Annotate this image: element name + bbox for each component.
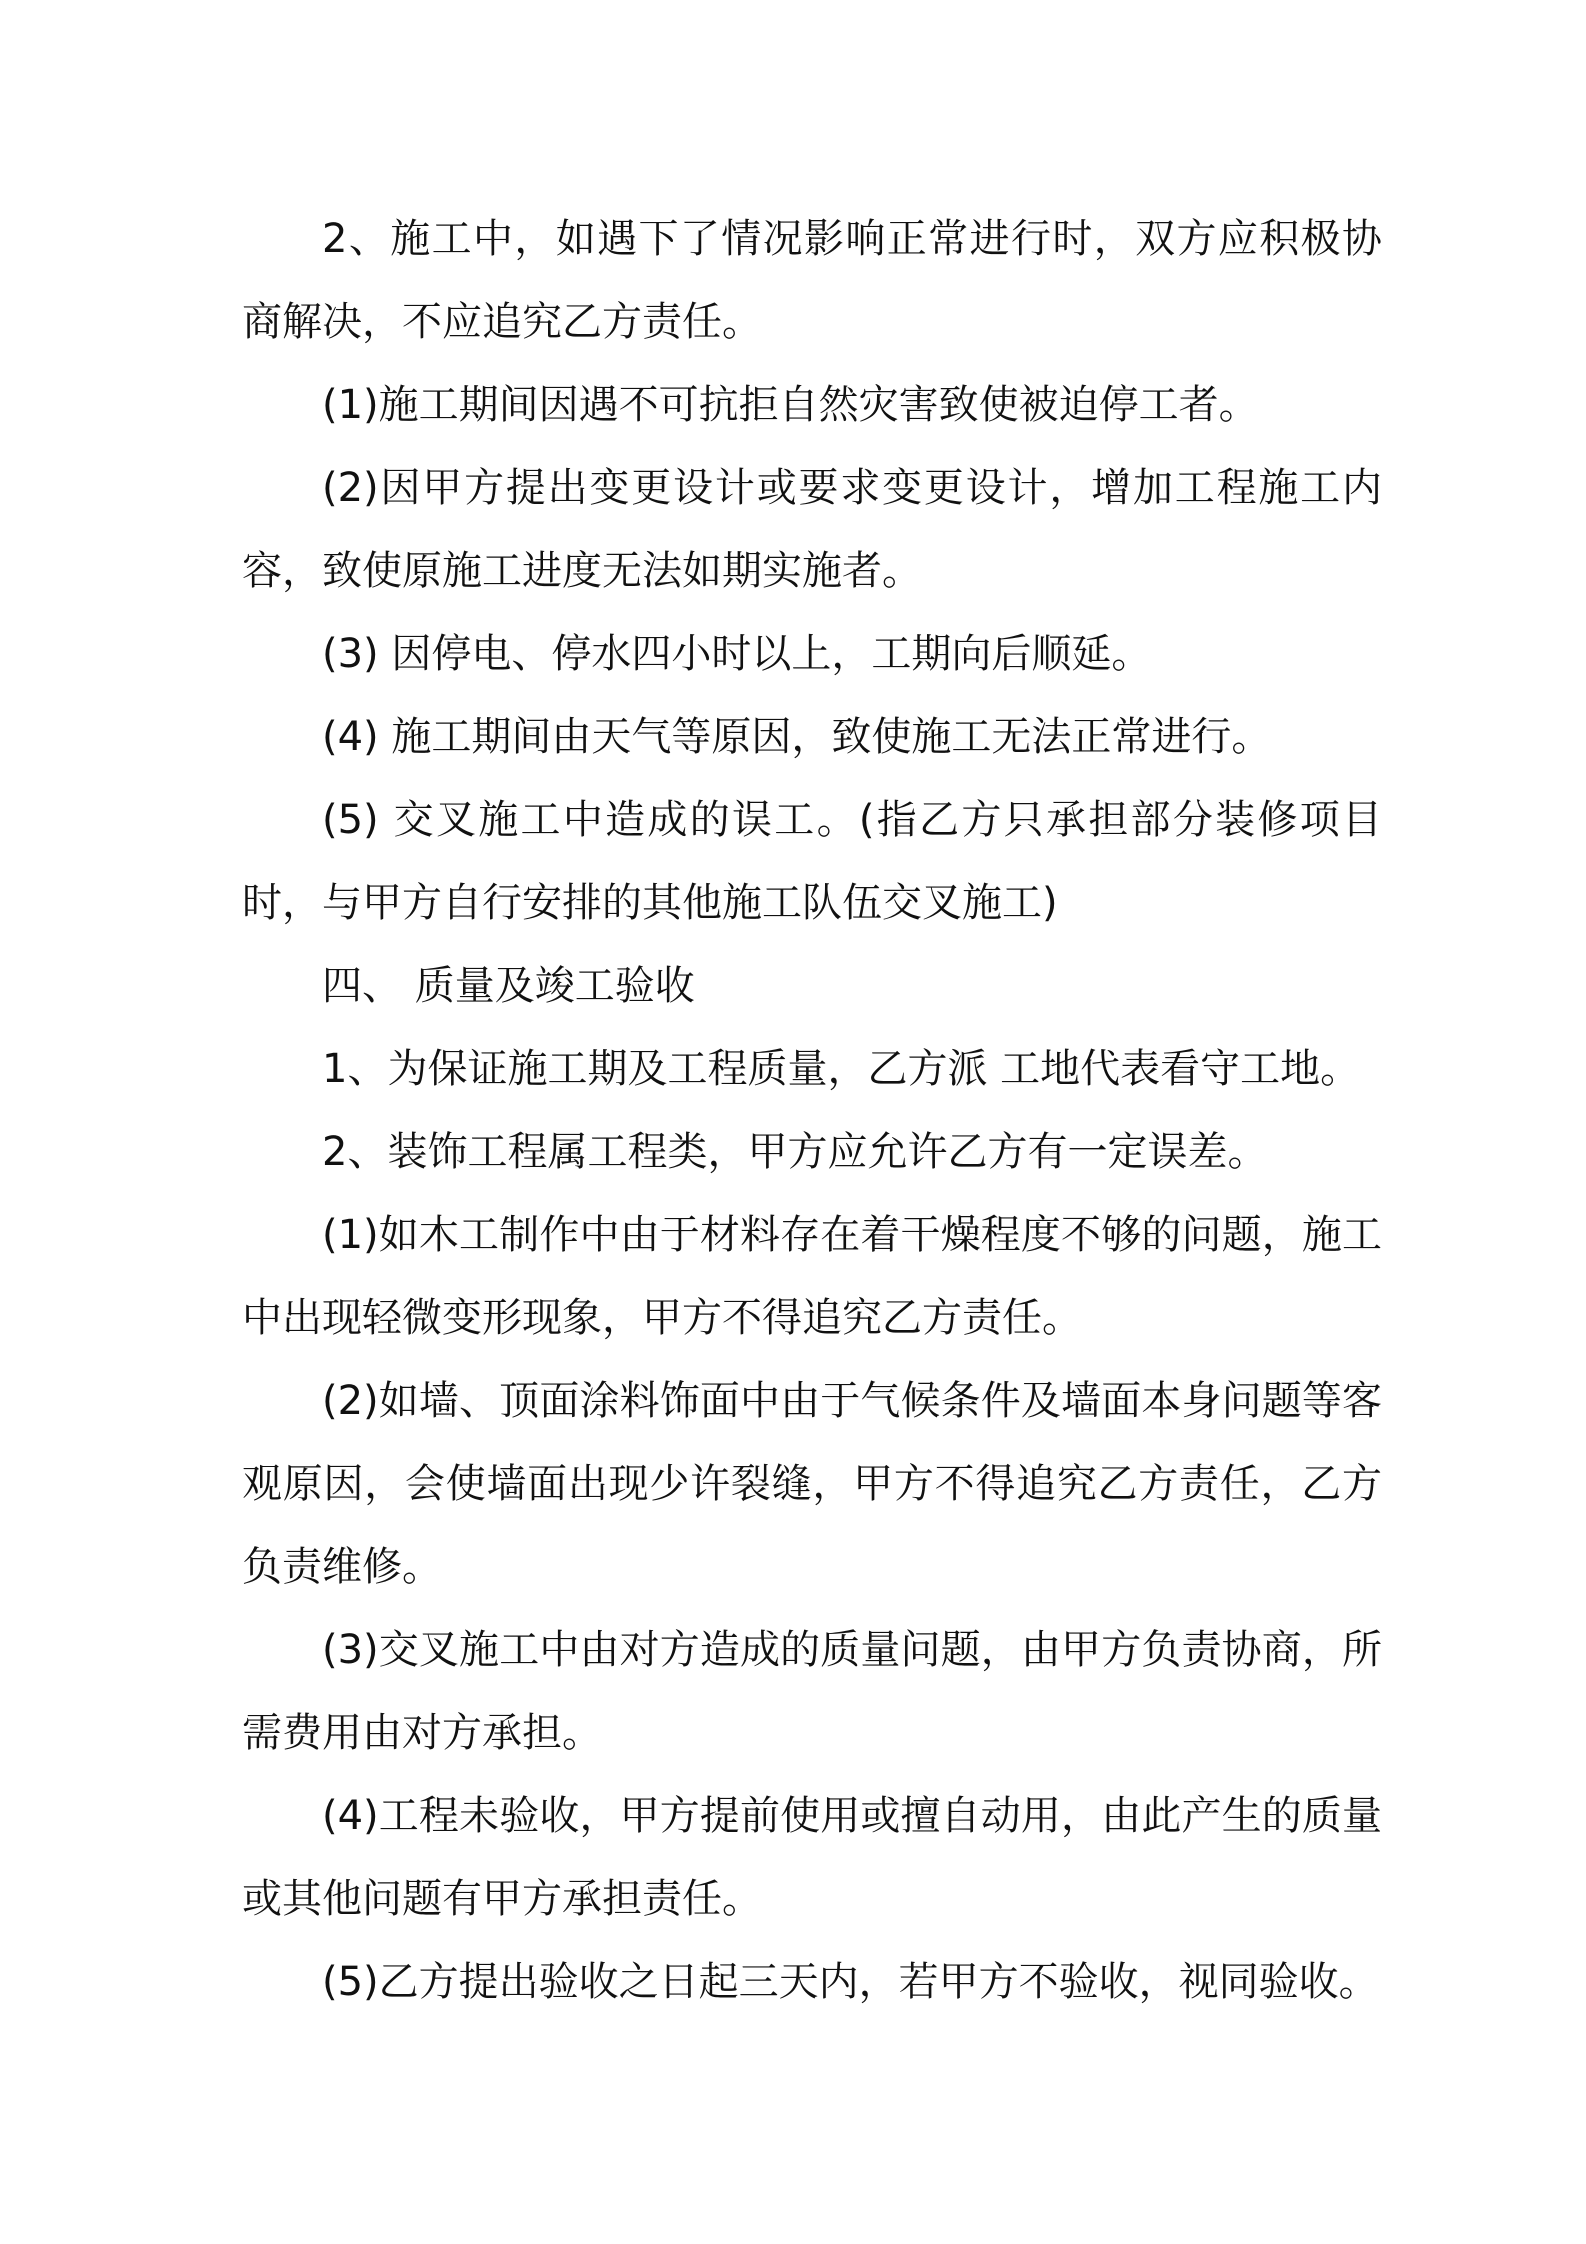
- section-4-clause-2-item-2: (2)如墙、顶面涂料饰面中由于气候条件及墙面本身问题等客观原因，会使墙面出现少许裂缝，甲方不得追究乙方责任，乙方负责维修。: [242, 1378, 1382, 1590]
- section-4-clause-1: 1、为保证施工期及工程质量，乙方派 工地代表看守工地。: [322, 1046, 1361, 1092]
- clause-2-item-2: (2)因甲方提出变更设计或要求变更设计，增加工程施工内容，致使原施工进度无法如期实施者。: [242, 465, 1382, 594]
- section-4-clause-2-item-3: (3)交叉施工中由对方造成的质量问题，由甲方负责协商，所需费用由对方承担。: [242, 1627, 1382, 1756]
- section-4-clause-2-item-4: (4)工程未验收，甲方提前使用或擅自动用，由此产生的质量或其他问题有甲方承担责任。: [242, 1793, 1382, 1922]
- clause-2-item-4: (4) 施工期间由天气等原因，致使施工无法正常进行。: [322, 714, 1272, 760]
- clause-2-item-5: (5) 交叉施工中造成的误工。(指乙方只承担部分装修项目时，与甲方自行安排的其他施工队伍交叉施工): [242, 797, 1382, 926]
- clause-2-item-1: (1)施工期间因遇不可抗拒自然灾害致使被迫停工者。: [322, 382, 1259, 428]
- section-4-heading: 四、 质量及竣工验收: [322, 963, 695, 1009]
- section-4-clause-2: 2、装饰工程属工程类，甲方应允许乙方有一定误差。: [322, 1129, 1268, 1175]
- clause-2-item-3: (3) 因停电、停水四小时以上，工期向后顺延。: [322, 631, 1152, 677]
- section-4-clause-2-item-5: (5)乙方提出验收之日起三天内，若甲方不验收，视同验收。: [322, 1959, 1379, 2005]
- clause-2-negotiation: 2、施工中，如遇下了情况影响正常进行时，双方应积极协商解决，不应追究乙方责任。: [242, 216, 1382, 345]
- section-4-clause-2-item-1: (1)如木工制作中由于材料存在着干燥程度不够的问题，施工中出现轻微变形现象，甲方不得追究乙方责任。: [242, 1212, 1382, 1341]
- document-page: [242, 198, 1382, 2024]
